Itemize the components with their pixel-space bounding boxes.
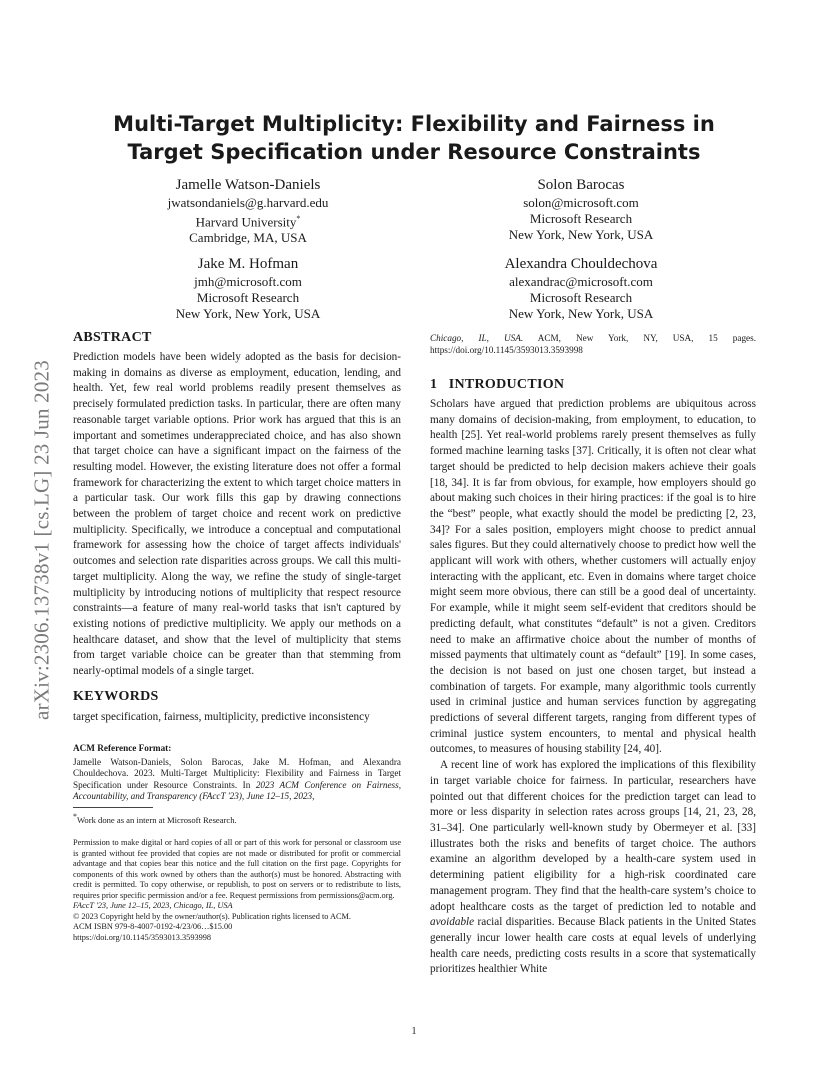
author-affiliation: Harvard University* xyxy=(195,214,301,230)
author-email: jmh@microsoft.com xyxy=(194,274,302,289)
abstract-text: Prediction models have been widely adopted as the basis for decision-making in domains as diverse as employment, education, lending, and health. Yet, few real world problems readily present themselves as precisely formulated prediction tasks. In particular, there are often many reasonable target variable options. Prior work has argued that this is an important and sometimes underappreciated choice, and has also shown that target choice can have a significant impact on the fairness of the resulting model. However, the existing literature does not offer a formal framework for characterizing the extent to which target choice matters in a particular task. Our work fills this gap by drawing connections between the problem of target choice and recent work on predictive multiplicity. Specifically, we introduce a conceptual and computational framework for assessing how the choice of target affects individuals' outcomes and selection rate disparities across groups. We call this multi-target multiplicity. Along the way, we refine the study of single-target multiplicity by introducing notions of multiplicity that respect resource constraints—a feature of many real-world tasks that isn't captured by existing notions of predictive multiplicity. We apply our methods on a healthcare dataset, and show that the level of multiplicity that stems from target variable choice can be greater than that stemming from nearly-optimal models of a single target. xyxy=(73,351,401,678)
author-location: Cambridge, MA, USA xyxy=(189,230,307,246)
author-affiliation: Microsoft Research xyxy=(529,290,633,305)
arxiv-id-text: arXiv:2306.13738v1 [cs.LG] 23 Jun 2023 xyxy=(29,360,54,720)
author-affiliation: Microsoft Research xyxy=(529,211,633,226)
author-location: New York, New York, USA xyxy=(175,306,321,321)
keywords-section xyxy=(73,689,401,726)
permission-copyright: © 2023 Copyright held by the owner/author(s). Publication rights licensed to ACM. xyxy=(73,911,351,921)
author-name: Jamelle Watson-Daniels xyxy=(175,177,321,193)
abstract-heading: ABSTRACT xyxy=(73,330,152,345)
author-block xyxy=(431,255,731,322)
acm-reference-venue: Chicago, IL, USA. xyxy=(430,333,524,343)
permission-isbn: ACM ISBN 979-8-4007-0192-4/23/06…$15.00 xyxy=(73,922,233,931)
author-block xyxy=(431,176,731,243)
footnote-text: Work done as an intern at Microsoft Research. xyxy=(77,814,237,825)
author-name: Jake M. Hofman xyxy=(197,256,299,272)
keywords-text: target specification, fairness, multiplicity, predictive inconsistency xyxy=(73,711,370,723)
introduction-paragraph: Scholars have argued that prediction problems are ubiquitous across many domains of decision-making, from employment, to education, to health [25]. Yet real-world problems rarely present themselves as fully formed machine learning tasks [37]. Critically, it is often not clear what target should be predicted to help decision makers achieve their goals [18, 34]. It is far from obvious, for example, how employers should go about making such choices in their hiring practices: if the goal is to hire the “best” people, what exactly should the model be predicting [2, 23, 34]? For a sales position, employers might choose to predict annual sales figures. But they could alternatively choose to predict how well the applicant will work with others, whether customers will actually enjoy interacting with the applicant, etc. Even in domains where target choice might seem more obvious, there can still be a good deal of uncertainty. For example, while it might seem self-evident that creditors should be predicting default, what constitutes “default” is not a given. Creditors need to make an affirmative choice about the number of months of missed payments that ultimately count as “default” [19]. In some cases, the decision is not based on just one chosen target, but instead a combination of targets. For example, many algorithmic tools currently used in criminal justice and human services function by aggregating predictions of several different targets, ranging from different types of criminal justice system encounters, to mental and physical health outcomes, to measures of housing stability [24, 40]. xyxy=(430,398,756,756)
introduction-heading: 1 INTRODUCTION xyxy=(430,377,565,392)
author-name: Solon Barocas xyxy=(537,177,625,193)
author-block xyxy=(98,255,398,322)
author-block xyxy=(98,176,398,246)
arxiv-identifier xyxy=(22,290,62,790)
paper-title: Multi-Target Multiplicity: Flexibility and Fairness in Target Specification under Resource Constraints xyxy=(113,112,715,164)
acm-reference xyxy=(73,743,401,803)
author-affiliation: Microsoft Research xyxy=(196,290,300,305)
author-email: alexandrac@microsoft.com xyxy=(509,274,653,289)
footnote-mark: * xyxy=(73,812,77,821)
abstract-section xyxy=(73,330,401,680)
author-location: New York, New York, USA xyxy=(508,306,654,321)
permission-doi: https://doi.org/10.1145/3593013.3593998 xyxy=(73,932,212,942)
permission-conference: FAccT '23, June 12–15, 2023, Chicago, IL, USA xyxy=(73,901,233,910)
acm-reference-publisher: ACM, New York, NY, USA, 15 pages. https://doi.org/10.1145/3593013.3593998 xyxy=(430,333,756,355)
introduction-section xyxy=(430,377,756,978)
keywords-heading: KEYWORDS xyxy=(73,689,159,704)
author-email: solon@microsoft.com xyxy=(523,195,639,210)
author-email: jwatsondaniels@g.harvard.edu xyxy=(167,195,329,210)
footnote-divider xyxy=(73,807,153,808)
acm-reference-continued xyxy=(430,333,756,356)
introduction-paragraph: A recent line of work has explored the implications of this flexibility in target variable choice for fairness. In particular, researchers have pointed out that different choices for the prediction target can lead to more or less disparity in selection rates across groups [14, 21, 23, 28, 31–34]. One particularly well-known study by Obermeyer et al. [33] illustrates both the risks and benefits of target choice. The authors examine an algorithm developed by a health-care system used in determining patient eligibility for a high-risk coordinated care management program. They find that the health-care system’s choice to adopt healthcare costs as the target of prediction led to notable and avoidable racial disparities. Because Black patients in the United States generally incur lower health care costs at equal levels of underlying health care needs, predicting costs results in a score that systematically prioritizes healthier White xyxy=(430,759,756,976)
permission-block xyxy=(73,838,401,943)
author-name: Alexandra Chouldechova xyxy=(504,256,658,272)
permission-text: Permission to make digital or hard copies of all or part of this work for personal or classroom use is granted without fee provided that copies are not made or distributed for profit or commercial advantage and that copies bear this notice and the full citation on the first page. Copyrights for components of this work owned by others than the author(s) must be honored. Abstracting with credit is permitted. To copy otherwise, or republish, to post on servers or to redistribute to lists, requires prior specific permission and/or a fee. Request permissions from permissions@acm.org. xyxy=(73,838,401,900)
footnote xyxy=(73,811,401,826)
acm-reference-text: Jamelle Watson-Daniels, Solon Barocas, Jake M. Hofman, and Alexandra Chouldechova. 2023. Multi-Target Multiplicity: Flexibility and Fairness in Target Specification under Resource Constraints. In 2023 ACM Conference on Fairness, Accountability, and Transparency (FAccT '23), June 12–15, 2023, xyxy=(73,756,401,802)
author-location: New York, New York, USA xyxy=(508,227,654,242)
page-number: 1 xyxy=(411,1026,417,1037)
affiliation-footnote-mark: * xyxy=(296,214,301,223)
acm-reference-heading: ACM Reference Format: xyxy=(73,743,172,753)
